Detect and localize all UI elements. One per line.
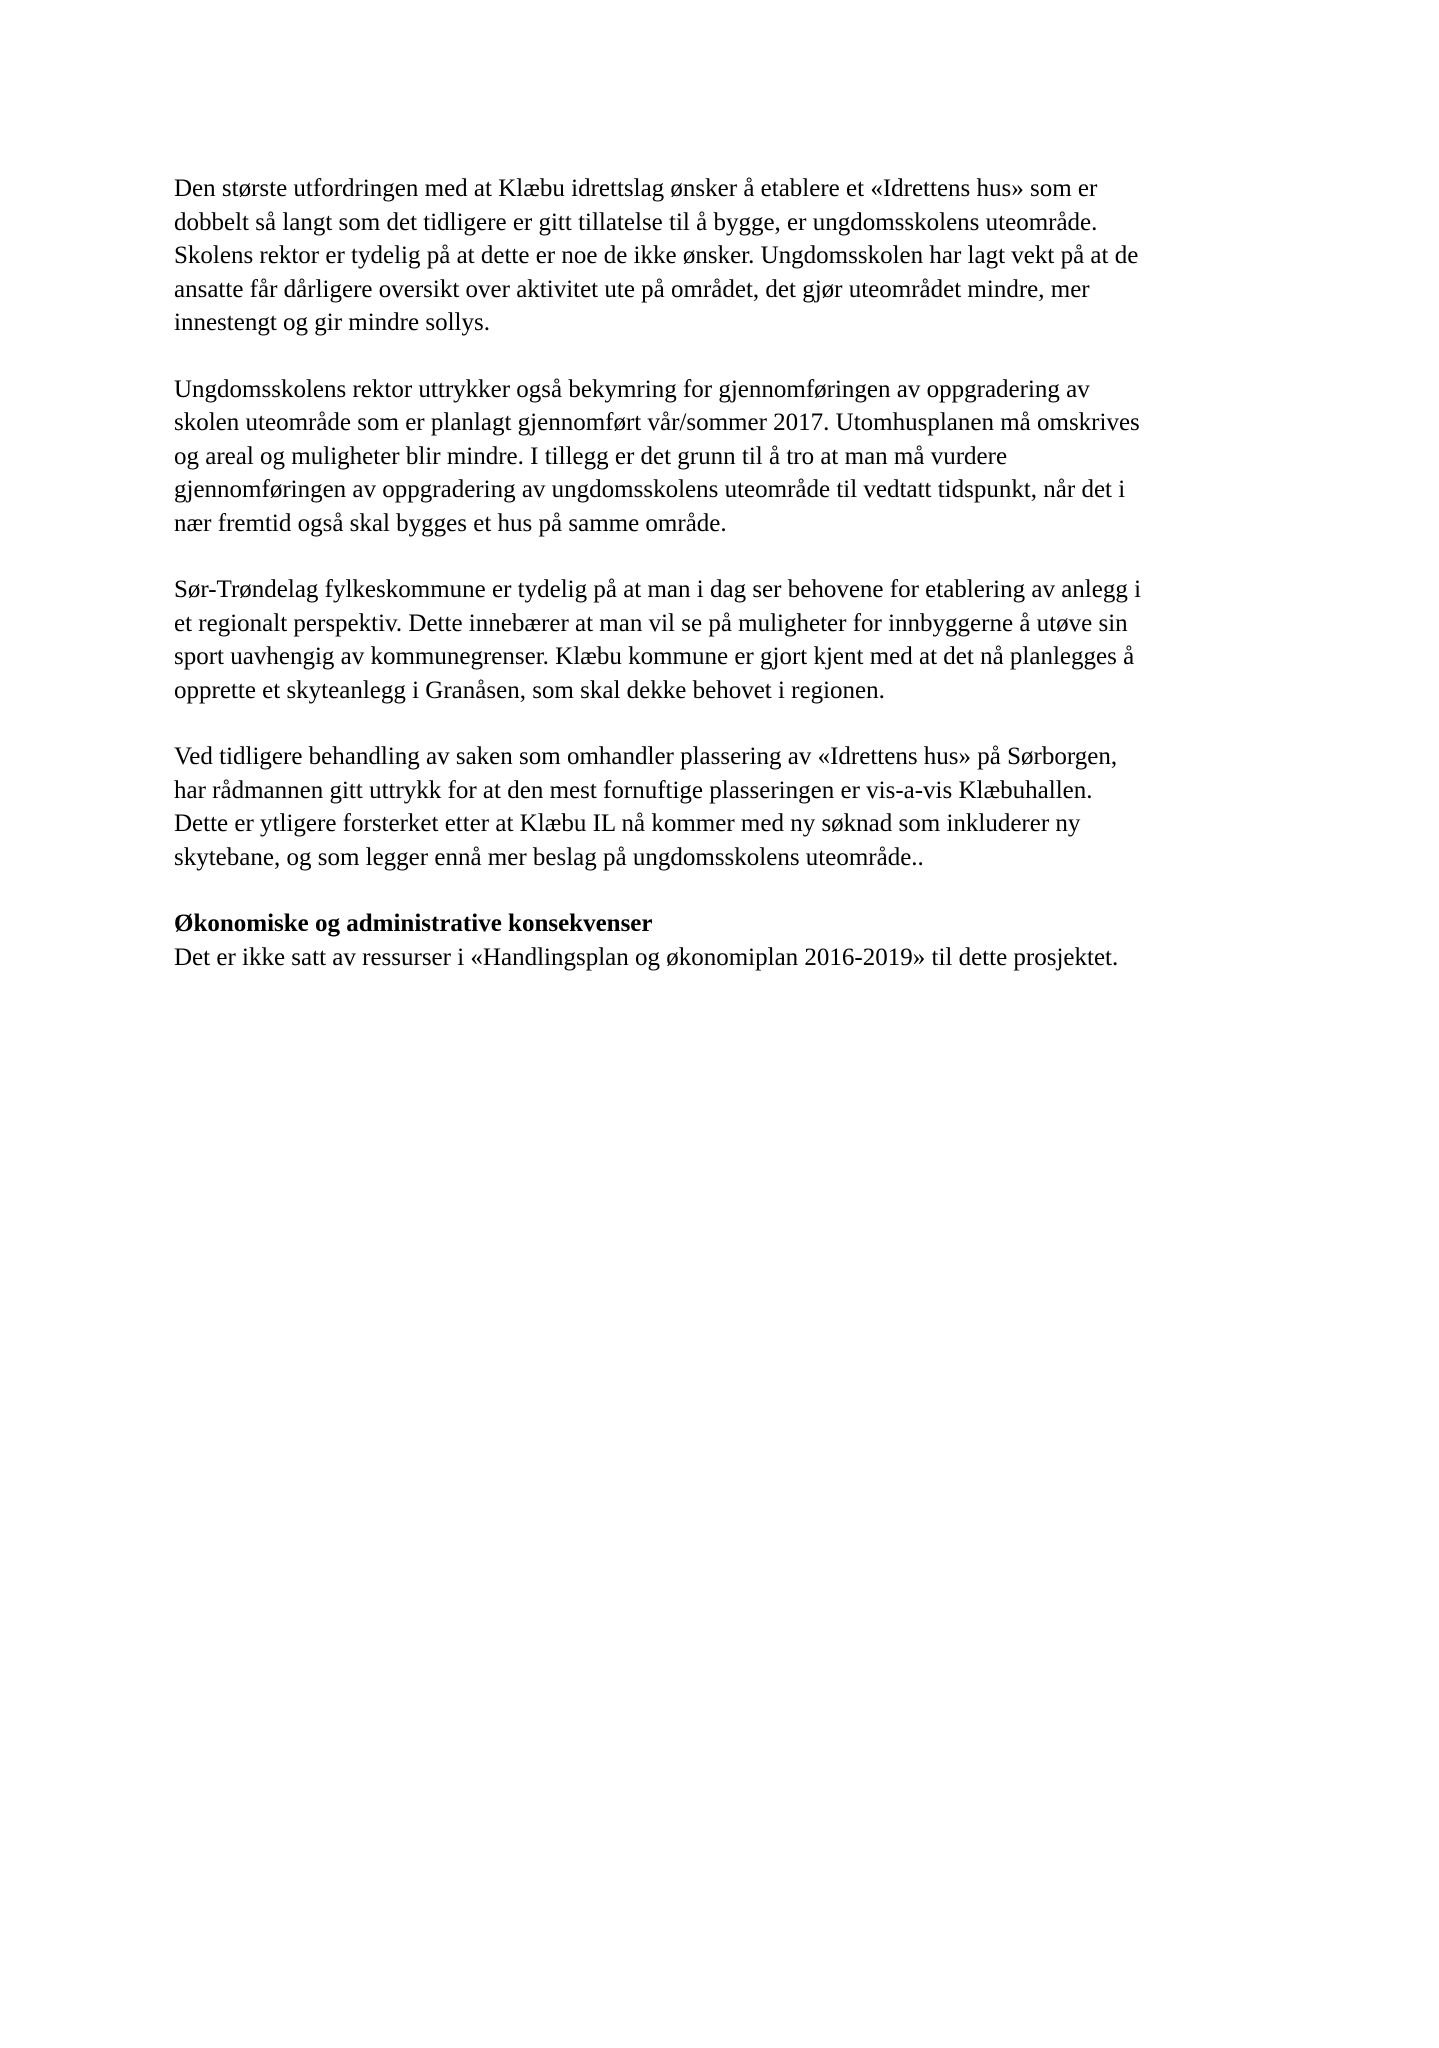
paragraph-school-outdoor-area [174, 172, 1284, 340]
section-text: Det er ikke satt av ressurser i «Handlingsplan og økonomiplan 2016-2019» til dette prosjektet. [174, 943, 1119, 971]
section-economic-consequences [174, 907, 1284, 974]
text-line: sport uavhengig av kommunegrenser. Klæbu kommune er gjort kjent med at det nå planlegges å [174, 643, 1135, 670]
paragraph-upgrade-concerns [174, 373, 1284, 541]
text-line: Ved tidligere behandling av saken som omhandler plassering av «Idrettens hus» på Sørborgen, [174, 743, 1118, 770]
text-line: Ungdomsskolens rektor uttrykker også bekymring for gjennomføringen av oppgradering av [174, 375, 1090, 403]
text-line: skolen uteområde som er planlagt gjennomført vår/sommer 2017. Utomhusplanen må omskrives [174, 409, 1140, 436]
text-line: ansatte får dårligere oversikt over aktivitet ute på området, det gjør uteområdet mindre, mer [174, 275, 1090, 303]
text-line: skytebane, og som legger ennå mer beslag på ungdomsskolens uteområde.. [174, 843, 924, 871]
text-line: Den største utfordringen med at Klæbu idrettslag ønsker å etablere et «Idrettens hus» som er [174, 175, 1098, 202]
paragraph-placement-history [174, 740, 1284, 874]
text-line: har rådmannen gitt uttrykk for at den mest fornuftige plasseringen er vis-a-vis Klæbuhallen. [174, 776, 1093, 804]
text-line: et regionalt perspektiv. Dette innebærer at man vil se på muligheter for innbyggerne å utøve sin [174, 609, 1128, 637]
paragraph-regional-perspective [174, 573, 1284, 707]
document-body [174, 172, 1284, 974]
text-line: Dette er ytligere forsterket etter at Klæbu IL nå kommer med ny søknad som inkluderer ny [174, 810, 1081, 837]
text-line: og areal og muligheter blir mindre. I tillegg er det grunn til å tro at man må vurdere [174, 442, 1008, 470]
text-line: Sør-Trøndelag fylkeskommune er tydelig på at man i dag ser behovene for etablering av anlegg i [174, 576, 1142, 603]
section-heading: Økonomiske og administrative konsekvenser [174, 910, 653, 937]
text-line: Skolens rektor er tydelig på at dette er noe de ikke ønsker. Ungdomsskolen har lagt vekt på at de [174, 242, 1139, 269]
text-line: opprette et skyteanlegg i Granåsen, som skal dekke behovet i regionen. [174, 676, 885, 704]
text-line: innestengt og gir mindre sollys. [174, 309, 490, 336]
text-line: dobbelt så langt som det tidligere er gitt tillatelse til å bygge, er ungdomsskolens uteområde. [174, 208, 1098, 236]
text-line: gjennomføringen av oppgradering av ungdomsskolens uteområde til vedtatt tidspunkt, når det i [174, 476, 1126, 503]
text-line: nær fremtid også skal bygges et hus på samme område. [174, 509, 727, 537]
